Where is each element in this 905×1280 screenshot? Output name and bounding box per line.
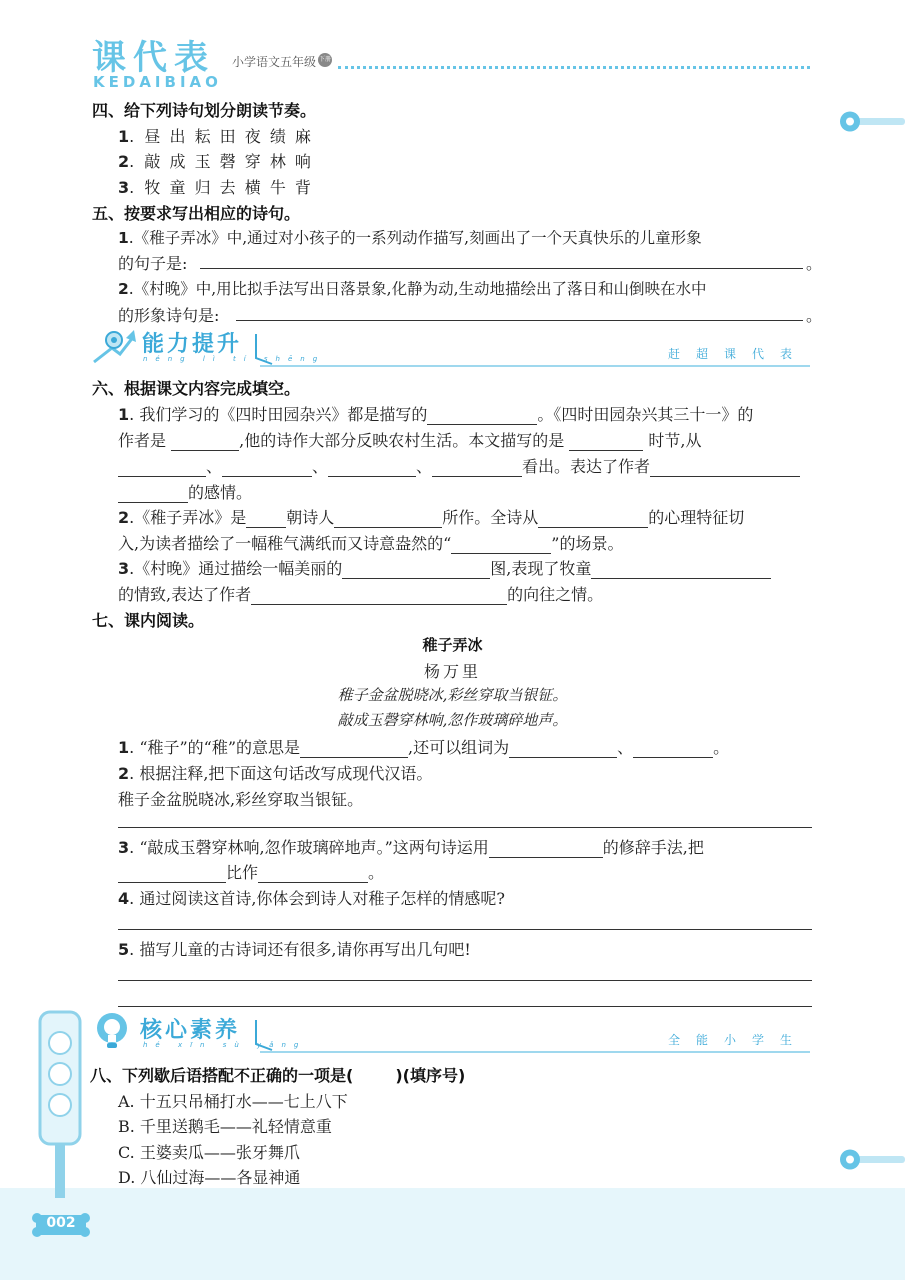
section7-q4-answer-line[interactable] (118, 929, 812, 930)
section7-q5-answer-line-2[interactable] (118, 1006, 812, 1007)
banner1-title: 能力提升 (142, 332, 243, 357)
blank[interactable] (432, 458, 522, 477)
blank[interactable] (300, 739, 408, 758)
section7-q5-answer-line-1[interactable] (118, 980, 812, 981)
section5-q2: 2.《村晚》中,用比拟手法写出日落景象,化静为动,生动地描绘出了落日和山倒映在水中 (118, 280, 707, 298)
banner1-pinyin: néng lì tí shēng (143, 355, 326, 363)
page-number: 002 (46, 1215, 76, 1231)
blank[interactable] (342, 560, 490, 579)
blank[interactable] (451, 535, 551, 554)
section4-heading: 四、给下列诗句划分朗读节奏。 (92, 101, 317, 120)
section7-q5: 5. 描写儿童的古诗词还有很多,请你再写出几句吧! (118, 940, 471, 959)
blank[interactable] (427, 406, 537, 425)
blank[interactable] (633, 739, 713, 758)
banner2-right-label: 全能小学生 (668, 1033, 809, 1047)
grade-label: 小学语文五年级 (232, 55, 317, 69)
section4-item-1: 1. 昼 出 耘 田 夜 绩 麻 (118, 127, 313, 146)
section7-q2-sentence: 稚子金盆脱晓冰,彩丝穿取当银钲。 (118, 790, 364, 809)
blank[interactable] (118, 864, 226, 883)
header-dotted-divider (338, 66, 810, 69)
section6-q1-line4: 的感情。 (118, 480, 252, 503)
section8-option-b: B. 千里送鹅毛——礼轻情意重 (118, 1117, 332, 1136)
side-tab-top (838, 108, 905, 136)
section6-heading: 六、根据课文内容完成填空。 (92, 379, 301, 398)
section8-option-c: C. 王婆卖瓜——张牙舞爪 (118, 1143, 300, 1162)
section8-option-a: A. 十五只吊桶打水——七上八下 (118, 1092, 348, 1111)
side-tab-bottom (838, 1146, 905, 1174)
brand-title: 课代表 (92, 38, 215, 78)
section5-q1-answer-line[interactable] (200, 268, 803, 269)
section5-q2-end: 。 (806, 306, 823, 325)
section6-q1-line3: 、 、 、 看出。表达了作者 (118, 454, 800, 477)
blank[interactable] (334, 509, 442, 528)
poem-author: 杨万里 (423, 662, 481, 681)
blank[interactable] (489, 839, 603, 858)
banner2-bracket (252, 1018, 274, 1052)
blank[interactable] (118, 484, 188, 503)
section7-q2: 2. 根据注释,把下面这句话改写成现代汉语。 (118, 764, 433, 783)
blank[interactable] (222, 458, 312, 477)
poem-line-1: 稚子金盆脱晓冰,彩丝穿取当银钲。 (337, 686, 568, 704)
poem-line-2: 敲成玉磬穿林响,忽作玻璃碎地声。 (337, 711, 568, 729)
blank[interactable] (591, 560, 771, 579)
section4-item-3: 3. 牧 童 归 去 横 牛 背 (118, 178, 313, 197)
section7-q2-answer-line[interactable] (118, 827, 812, 828)
volume-badge: 下册 (318, 53, 332, 67)
section6-q2-line1: 2.《稚子弄冰》是 朝诗人 所作。全诗从 的心理特征切 (118, 508, 745, 527)
section6-q1-line2: 作者是 ,他的诗作大部分反映农村生活。本文描写的是 时节,从 (118, 431, 702, 450)
blank[interactable] (328, 458, 416, 477)
bottom-band (0, 1188, 905, 1280)
traffic-light-icon (38, 1010, 84, 1200)
section5-q1: 1.《稚子弄冰》中,通过对小孩子的一系列动作描写,刻画出了一个天真快乐的儿童形象 (118, 229, 702, 247)
banner1-right-label: 赶超课代表 (668, 347, 809, 361)
section7-q3-line2: 比作 。 (118, 860, 384, 883)
blank[interactable] (509, 739, 617, 758)
section6-q1-line1: 1. 我们学习的《四时田园杂兴》都是描写的 。《四时田园杂兴其三十一》的 (118, 405, 754, 424)
banner1-bracket (252, 332, 274, 366)
section5-q2-answer-line[interactable] (236, 320, 803, 321)
rocket-icon (90, 326, 138, 368)
section7-q4: 4. 通过阅读这首诗,你体会到诗人对稚子怎样的情感呢? (118, 889, 505, 908)
blank[interactable] (251, 586, 507, 605)
section7-heading: 七、课内阅读。 (92, 611, 205, 630)
blank[interactable] (569, 432, 643, 451)
section5-heading: 五、按要求写出相应的诗句。 (92, 204, 301, 223)
blank[interactable] (258, 864, 368, 883)
blank[interactable] (246, 509, 286, 528)
blank[interactable] (538, 509, 648, 528)
section5-q1-cont: 的句子是: (118, 254, 188, 273)
section6-q2-line2: 入,为读者描绘了一幅稚气满纸而又诗意盎然的“ ”的场景。 (118, 534, 624, 553)
blank[interactable] (650, 458, 800, 477)
blank[interactable] (171, 432, 239, 451)
lightbulb-icon (90, 1010, 134, 1050)
banner2-title: 核心素养 (140, 1018, 241, 1043)
section6-q3-line2: 的情致,表达了作者 的向往之情。 (118, 585, 604, 604)
blank[interactable] (118, 458, 206, 477)
section8-heading: 八、下列歇后语搭配不正确的一项是( )(填序号) (90, 1066, 466, 1085)
banner2-divider (260, 1051, 810, 1053)
section7-q3-line1: 3. “敲成玉磬穿林响,忽作玻璃碎地声。”这两句诗运用 的修辞手法,把 (118, 838, 704, 857)
section5-q2-cont: 的形象诗句是: (118, 306, 220, 325)
section5-q1-end: 。 (806, 254, 823, 273)
poem-title: 稚子弄冰 (422, 636, 483, 654)
banner2-pinyin: hé xīn sù yǎng (143, 1041, 307, 1049)
banner1-divider (260, 365, 810, 367)
brand-pinyin: KEDAIBIAO (93, 73, 222, 91)
section7-q1: 1. “稚子”的“稚”的意思是 ,还可以组词为 、 。 (118, 738, 730, 757)
section6-q3-line1: 3.《村晚》通过描绘一幅美丽的 图,表现了牧童 (118, 556, 771, 579)
section4-item-2: 2. 敲 成 玉 磬 穿 林 响 (118, 152, 313, 171)
section8-option-d: D. 八仙过海——各显神通 (118, 1168, 301, 1187)
